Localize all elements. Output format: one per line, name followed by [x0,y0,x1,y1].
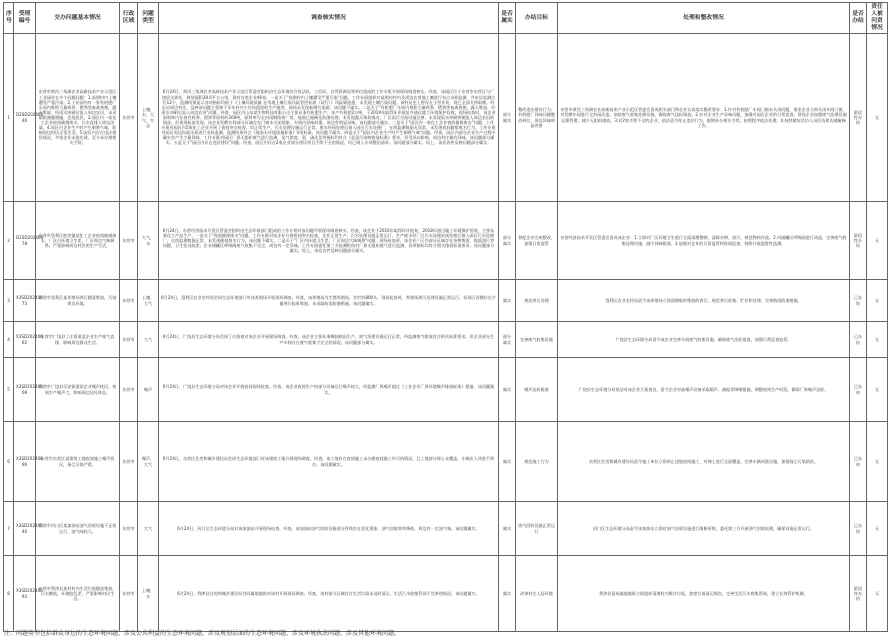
row-region: 东营市 [120,202,138,280]
header-done: 是否办结 [850,3,867,34]
row-handling: 河口区生态环境分局责令该加油站立即对油气回收设施进行维修更换，委托第三方开展油气回收检测，确保设施正常运行。 [558,502,850,556]
header-basic: 交办问题基本情况 [36,3,120,34]
table-row [4,34,888,202]
row-investigation [159,34,499,202]
row-no: 2 [4,202,14,280]
row-type: 噪声 [138,358,159,422]
row-handling [558,202,850,280]
row-region: 东营市 [120,358,138,422]
row-investigation: 6月24日，东营区住房和城乡建设局会同生态环境部门对该建筑工地开展现场调查。经查，该工地存在夜间施工未办理夜间施工许可的情况，且工地部分裸土未覆盖，车辆出入冲洗不到位。该问题属实。 [159,422,499,502]
row-code: X3SD202406 93 [14,556,36,632]
row-basic: 东营市广饶县丁庄街道某企业生产废气直排，影响周边群众生活。 [36,322,120,358]
row-code: D2SD202406 78 [14,202,36,280]
row-handling: 东营区住房和城乡建设局责令施工单位立即停止违规夜间施工，对裸土进行全面覆盖，完善车辆冲洗设施，加强扬尘污染防治。 [558,422,850,502]
header-no: 序号 [4,3,14,34]
row-handling [558,34,850,202]
row-type: 噪声，大气 [138,422,159,502]
row-region: 东营市 [120,34,138,202]
table-row [4,202,888,280]
row-region: 东营市 [120,556,138,632]
row-done: 已办结 [850,358,867,422]
row-basic: 东营市垦利区某养殖场粪污随意堆放，污染周边环境。 [36,280,120,322]
row-goal: 规范粪污处理 [516,280,558,322]
row-code: X3SD202406 73 [14,280,36,322]
table-row [4,556,888,632]
row-verified: 属实 [499,358,516,422]
table-header-row [4,3,888,34]
table-row [4,280,888,322]
row-type: 大气 [138,502,159,556]
row-basic-text: 东营市黄河三角洲农业高新技术产业示范区工业园存在多个问题问题：1.高照村内土壤遭受严重污染。2.工业园内有一家有机肥厂车间内堆积大量鸡粪、猪粪等畜禽粪便，露天堆放、经雨水冲刷后流入周边农田，未采取防渗漏措施，恶臭扰民。3.园区内一家化工企业夜间偷排废水，污水直排入周边沟渠。4.园区内企业生产时产生刺鼻气味，影响周边村民正常生活。5.园区内存在违法建设情况，多家企业未批先建，至今未办理相关手续。 [38,89,117,146]
row-basic: 东营市利津县某村村内生活垃圾随意堆放，污水横流，环境脏乱差，严重影响村民生活。 [36,556,120,632]
table-row [4,502,888,556]
row-investigation: 6月24日，河口区生态环境分局对该加油站开展现场检查。经查，该加油站油气回收设施部分管线存在老化现象，油气回收效率降低，周边有一定油气味。该问题属实。 [159,502,499,556]
row-done: 已办结 [850,322,867,358]
row-accountability: 无 [867,502,888,556]
row-code: D2SD202406 46 [14,34,36,202]
row-type: 土壤，水 [138,556,159,632]
row-verified: 属实 [499,422,516,502]
footnote: 注：问题类型包括群众身边的生态环境问题、涉及公共利益的生态环境问题、涉及规划层面的生态环境问题、涉及环境执法问题、涉及其他环境问题。 [4,630,401,637]
row-handling-text: 东营经济技术开发区管委会责成该企业：1.立即对厂区环境卫生进行全面清理整顿，清除杂物、油污，规范物料存放。2.对储罐区呼吸阀进行改造，完善废气收集处理设施，减少异味排放。3.加强对企业的日常监管和夜间巡查，持续开展监督性监测。 [560,235,847,246]
header-investigation: 调查核实情况 [159,3,499,34]
row-goal: 督促企业完成整改，加强日常监管 [516,202,558,280]
row-region: 东营市 [120,422,138,502]
row-accountability: 无 [867,34,888,202]
header-type: 问题类型 [138,3,159,34]
row-verified: 部分属实 [499,34,516,202]
row-goal: 规范施工行为 [516,422,558,502]
row-investigation [159,202,499,280]
row-code: X3SD202406 62 [14,322,36,358]
row-type: 土壤，大气 [138,280,159,322]
row-goal: 噪声达标排放 [516,358,558,422]
row-no: 4 [4,322,14,358]
row-no: 5 [4,358,14,422]
row-goal: 油气回收设施正常运行 [516,502,558,556]
row-goal: 完善废气收集设施 [516,322,558,358]
table-row [4,422,888,502]
row-done: 阶段性办结 [850,202,867,280]
header-code: 受理编号 [14,3,36,34]
row-basic: 东营市广饶县乐安街道某企业噪声扰民，夜间生产噪声大，影响周边居民休息。 [36,358,120,422]
row-region: 东营市 [120,280,138,322]
row-basic [36,34,120,202]
row-investigation: 6月24日，利津县住房和城乡建设局会同属地镇街对该村开展现场调查。经查，该村部分区域存在生活垃圾未及时清运、生活污水收集管网不完善的情况。该问题属实。 [159,556,499,632]
row-verified: 部分属实 [499,202,516,280]
row-verified: 部分属实 [499,322,516,358]
row-code: X3SD202406 40 [14,502,36,556]
row-done: 阶段性办结 [850,556,867,632]
row-verified: 属实 [499,556,516,632]
row-basic-text: 东营市垦利区胜坨镇某化工企业夜间偷排废水，厂区内环境卫生差，厂区周边气味刺鼻，严重影响周边村民的生产生活。 [38,232,117,249]
row-verified: 属实 [499,280,516,322]
header-goal: 办结目标 [516,3,558,34]
row-done: 已办结 [850,280,867,322]
row-no: 6 [4,422,14,502]
row-code: X3SD202406 08 [14,358,36,422]
row-investigation-text: 6月24日，东营经济技术开发区管委会组织由生态环境部门组成的工作专班对该问题开展现场调查核实。经查，该企业于2016年取得环评批复，2018年通过竣工环境保护验收，主要从事化工产品生产。一是关于"夜间偷排废水"问题。工作专班对该企业开展夜间突击检查，企业正常生产，污水处理设施正常运行，生产废水经厂区污水处理站预处理后排入园区污水处理厂，在线监测数据正常，未发现偷排废水行为。该问题不属实。二是关于"厂区内环境卫生差，厂区周边气味刺鼻"问题。现场检查时，该企业厂区内部分区域存在杂物堆放、地面油污等问题，卫生状况较差；企业储罐区呼吸阀废气收集不完全，周边有一定异味。工作专班委托第三方检测机构对厂界无组织废气进行监测，各项指标均符合相关排放标准要求。该问题部分属实。综上，该信访件反映问题部分属实。 [162,227,495,254]
row-handling: 广饶县生态环境分局责令该企业完善车间废气收集设施，确保废气达标排放，加强日常巡查监管。 [558,322,850,358]
row-region: 东营市 [120,502,138,556]
table-row [4,358,888,422]
row-handling: 垦利区农业农村局责令该养殖场立即清理临时堆放的粪污，规范粪污收集、贮存和处理，完善防雨防渗措施。 [558,280,850,322]
row-done: 已办结 [850,502,867,556]
row-region: 东营市 [120,322,138,358]
row-type: 大气，水 [138,202,159,280]
row-accountability: 无 [867,556,888,632]
row-investigation-text: 6月24日，黄河三角洲农业高新技术产业示范区管委会组织由生态环境综合执法队、工信局、自然资源局等单位组成的工作专班开展现场调查核实。经查，该园区位于东营市东营区与广饶县交界处，规划面积28.6平方公里，现有各类企业46家。一是关于"高照村内土壤遭受严重污染"问题。工作专班组织对高照村村内及周边农用地土壤进行布点采样监测，共布设监测点位12个，监测结果显示各项指标均低于《土壤环境质量 农用地土壤污染风险管控标准（试行）》风险筛选值，未发现土壤污染问题。该村历史上曾存在小型作坊，现已全部关停取缔。经走访周边村民，反映该问题主要源于早年村内小作坊遗留的生产痕迹，现场未发现新增污染源。该问题不属实。二是关于"有机肥厂车间内堆积大量鸡粪、猪粪等畜禽粪便，露天堆放、经雨水冲刷后流入周边农田"问题。经查，园区内山东某生物科技有限公司主要从事有机肥生产，年产有机肥2万吨，于2019年取得环评批复并通过竣工环境保护验收。现场检查时，该企业原料库内存放有鸡粪、猪粪等原料约300吨，原料库为全封闭钢结构厂房，地面已做硬化防渗处理，未发现露天堆放情况；厂区雨污分流设施完善，未发现雨水冲刷粪便流入周边农田的情况。但现场检查发现，该企业发酵车间部分区域存在门窗未关闭现象，车间内异味较重，周边有明显异味。该问题部分属实。三是关于"园区内一家化工企业夜间偷排废水"问题。工作专班对园区内5家化工企业开展了夜间突击检查，均正常生产，污水处理设施运行正常，废水经预处理后排入园区污水处理厂，在线监测数据无异常，未发现夜间偷排废水行为。工作专班对园区周边沟渠水质进行采样监测，监测结果符合《地表水环境质量标准》V类标准。该问题不属实。四是关于"园区内企业生产时产生刺鼻气味"问题。经查，园区内部分企业生产过程中确实会产生少量异味，工作专班对园区厂界无组织废气进行监测，臭气浓度、氨、硫化氢等指标均符合《恶臭污染物排放标准》要求。但受风向影响，周边村庄偶有异味。该问题部分属实。五是关于"园区内存在违法建设"问题。经查，园区内存在2家企业部分建设项目手续不全的情况，均已纳入专项整治清单。该问题部分属实。综上，该信访件反映问题部分属实。 [161,89,496,146]
header-accountability: 责任人被问责情况 [867,3,888,34]
row-verified: 属实 [499,502,516,556]
header-verified: 是否属实 [499,3,516,34]
row-investigation: 6月24日，广饶县生态环境分局对该企业开展夜间现场检查。经查，该企业夜间生产时部分设备运行噪声较大，经监测厂界噪声超过《工业企业厂界环境噪声排放标准》限值。该问题属实。 [159,358,499,422]
row-no: 3 [4,280,14,322]
row-done: 已办结 [850,422,867,502]
case-table [3,2,888,632]
row-investigation: 6月24日，广饶县生态环境分局会同丁庄街道对该企业开展现场调查。经查，该企业主要从事橡胶制品生产，废气治理设施运行正常，经监测废气排放符合相关标准要求。但企业部分生产车间存在废气收集不完全的情况。该问题部分属实。 [159,322,499,358]
row-goal: 整改违法建设行为；有机肥厂异味问题整改到位，周边异味明显改善 [516,34,558,202]
row-basic [36,202,120,280]
header-handling: 处理和整改情况 [558,3,850,34]
row-code: X3SD202406 96 [14,422,36,502]
row-investigation: 6月24日，垦利区农业农村局会同生态环境部门对该养殖场开展现场调查。经查，该养殖场为生猪养殖场，存栏约800头。现场检查时，养殖场粪污处理设施正常运行，但场区西侧存在少量粪污临时堆放，未采取防雨防渗措施。该问题属实。 [159,280,499,322]
row-no: 1 [4,34,14,202]
row-accountability: 无 [867,202,888,280]
row-handling-text: 东营市黄河三角洲农业高新技术产业示范区管委会责成相关部门和企业认真落实整改要求：1.针对有机肥厂车间门窗未关闭问题，要求企业立即关闭车间门窗，对发酵车间进行全封闭改造，加装废气收集处理设施，确保废气达标排放。2.针对企业生产异味问题，加强对园区企业的日常巡查，督促企业加强废气治理设施运维管理，减少无组织排放。3.对2家手续不全的企业，依法责令停止违法行为，限期补办相关手续，按照程序依法处理。4.持续做好信访人员回访和沟通解释工作。 [560,107,847,128]
row-accountability: 无 [867,280,888,322]
row-done: 阶段性办结 [850,34,867,202]
row-no: 8 [4,556,14,632]
table-row [4,322,888,358]
row-type: 土壤，水，大气，生态 [138,34,159,202]
row-accountability: 无 [867,358,888,422]
row-handling: 广饶县生态环境分局依法对该企业立案查处，责令企业对高噪声设备采取隔声、减振等降噪措施，调整夜间生产时段，确保厂界噪声达标。 [558,358,850,422]
row-goal: 改善村庄人居环境 [516,556,558,632]
row-basic: 东营市河口区某加油站油气回收设施不正常运行，油气味较大。 [36,502,120,556]
header-region: 行政区域 [120,3,138,34]
row-type: 大气 [138,322,159,358]
row-no: 7 [4,502,14,556]
row-accountability: 无 [867,322,888,358]
row-handling: 利津县责成属地镇街立即组织清理村内堆存垃圾，加密垃圾清运频次，完善生活污水收集管网，建立长效管护机制。 [558,556,850,632]
row-accountability: 无 [867,422,888,502]
row-basic: 东营市东营区某建筑工地夜间施工噪声扰民，扬尘污染严重。 [36,422,120,502]
